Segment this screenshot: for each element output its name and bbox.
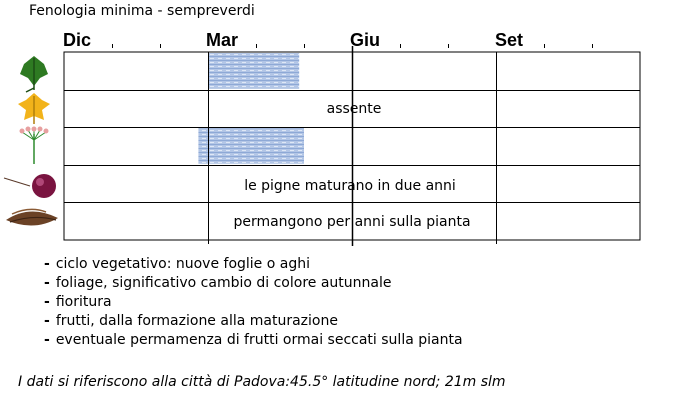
legend-item: - eventuale permamenza di frutti ormai seccati sulla pianta (44, 332, 463, 348)
month-label-giu: Giu (350, 30, 380, 50)
legend-item: - ciclo vegetativo: nuove foglie o aghi (44, 256, 310, 272)
row-text-dried-fruits: permangono per anni sulla pianta (233, 214, 471, 230)
chart-title: Fenologia minima - sempreverdi (29, 3, 255, 19)
leaf-icon (20, 56, 48, 92)
month-label-mar: Mar (206, 30, 239, 50)
legend-item: - foliage, significativo cambio di colore autunnale (44, 275, 392, 291)
fruit-icon (4, 174, 56, 198)
yellow-leaf-icon (18, 93, 50, 124)
dried-fruit-icon (6, 209, 58, 225)
month-label-dic: Dic (63, 30, 92, 50)
footer-note: I dati si riferiscono alla città di Padova:45.5° latitudine nord; 21m slm (18, 374, 506, 390)
period-bar (198, 128, 304, 164)
row-text-foliage: assente (326, 101, 382, 117)
row-text-fruits: le pigne maturano in due anni (244, 178, 456, 194)
legend (44, 255, 463, 350)
flower-icon (20, 127, 49, 165)
period-bar (208, 53, 299, 89)
legend-item: - fioritura (44, 294, 112, 310)
month-label-set: Set (495, 30, 524, 50)
legend-item: - frutti, dalla formazione alla maturazione (44, 313, 338, 329)
